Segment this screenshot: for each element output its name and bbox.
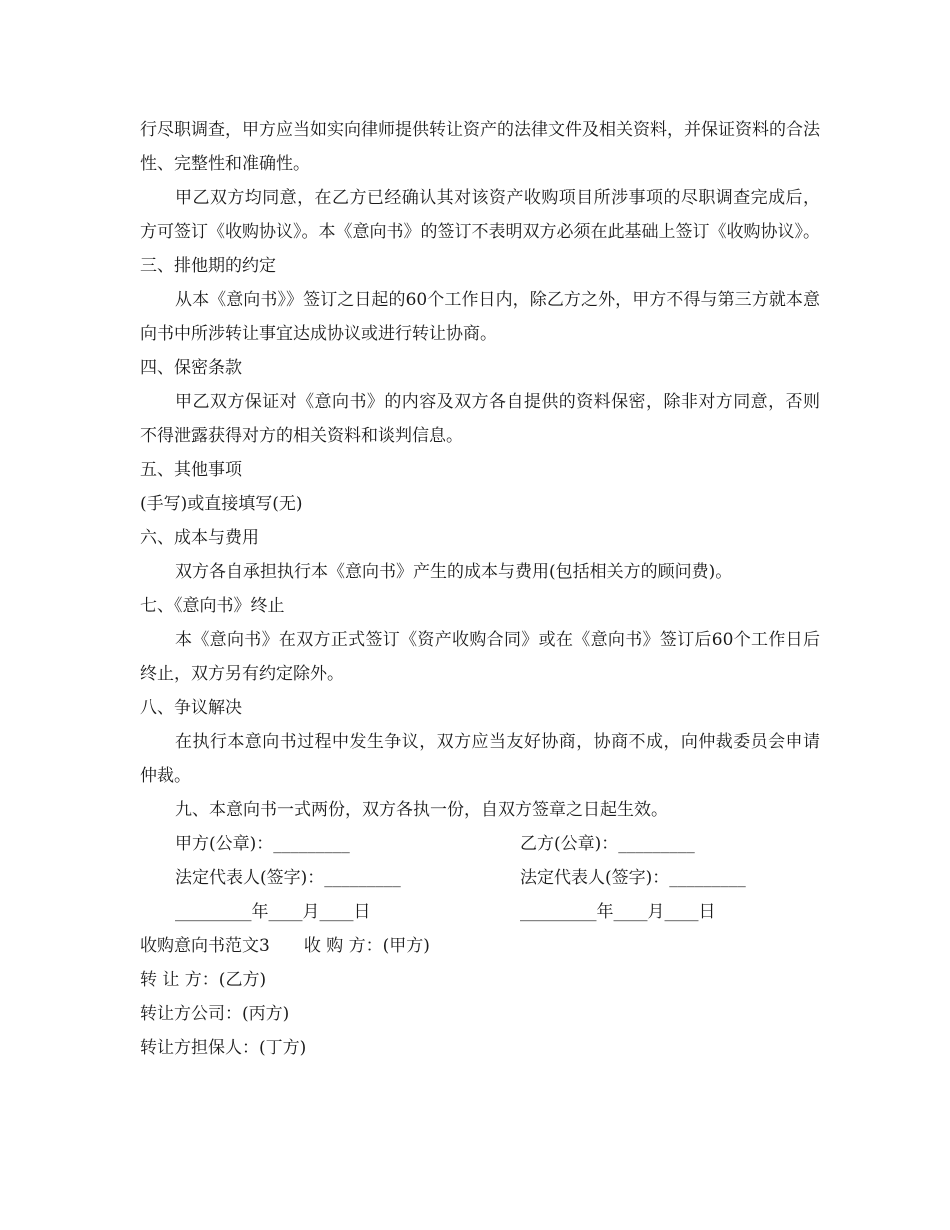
paragraph-other-matters: (手写)或直接填写(无) [140, 494, 303, 514]
heading-dispute: 八、争议解决 [140, 698, 242, 718]
paragraph-copies-effective: 九、本意向书一式两份，双方各执一份，自双方签章之日起生效。 [175, 800, 668, 820]
signature-row-seal [140, 827, 820, 861]
party-a-seal-field: 甲方(公章)：_________ [175, 834, 350, 854]
paragraph-agreement-signing: 甲乙双方均同意，在乙方已经确认其对该资产收购项目所涉事项的尽职调查完成后，方可签订《收购协议》。本《意向书》的签订不表明双方必须在此基础上签订《收购协议》。 [140, 188, 820, 242]
party-a-representative-field: 法定代表人(签字)：_________ [175, 868, 401, 888]
transferor-guarantor-line: 转让方担保人：(丁方) [140, 1038, 307, 1058]
sample-3-title-line: 收购意向书范文3 收 购 方：(甲方) [140, 936, 430, 956]
heading-exclusivity: 三、排他期的约定 [140, 256, 276, 276]
paragraph-confidentiality: 甲乙双方保证对《意向书》的内容及双方各自提供的资料保密，除非对方同意，否则不得泄露获得对方的相关资料和谈判信息。 [140, 392, 820, 446]
paragraph-costs: 双方各自承担执行本《意向书》产生的成本与费用(包括相关方的顾问费)。 [175, 562, 733, 582]
party-b-representative-field: 法定代表人(签字)：_________ [520, 868, 746, 888]
transferor-line: 转 让 方：(乙方) [140, 970, 267, 990]
paragraph-exclusivity: 从本《意向书》》签订之日起的60个工作日内，除乙方之外，甲方不得与第三方就本意向书中所涉转让事宜达成协议或进行转让协商。 [140, 290, 820, 344]
heading-costs: 六、成本与费用 [140, 528, 259, 548]
paragraph-dispute: 在执行本意向书过程中发生争议，双方应当友好协商，协商不成，向仲裁委员会申请仲裁。 [140, 732, 820, 786]
document-body [140, 113, 820, 1065]
signature-row-representative [140, 861, 820, 895]
party-b-date-field: _________年____月____日 [520, 902, 716, 922]
heading-confidentiality: 四、保密条款 [140, 358, 242, 378]
transferor-company-line: 转让方公司：(丙方) [140, 1004, 290, 1024]
signature-row-date [140, 895, 820, 929]
heading-other-matters: 五、其他事项 [140, 460, 242, 480]
paragraph-termination: 本《意向书》在双方正式签订《资产收购合同》或在《意向书》签订后60个工作日后终止，双方另有约定除外。 [140, 630, 820, 684]
heading-termination: 七、《意向书》终止 [140, 596, 285, 616]
paragraph-due-diligence-cont: 行尽职调查，甲方应当如实向律师提供转让资产的法律文件及相关资料，并保证资料的合法性、完整性和准确性。 [140, 120, 820, 174]
party-b-seal-field: 乙方(公章)：_________ [520, 834, 695, 854]
party-a-date-field: _________年____月____日 [175, 902, 371, 922]
